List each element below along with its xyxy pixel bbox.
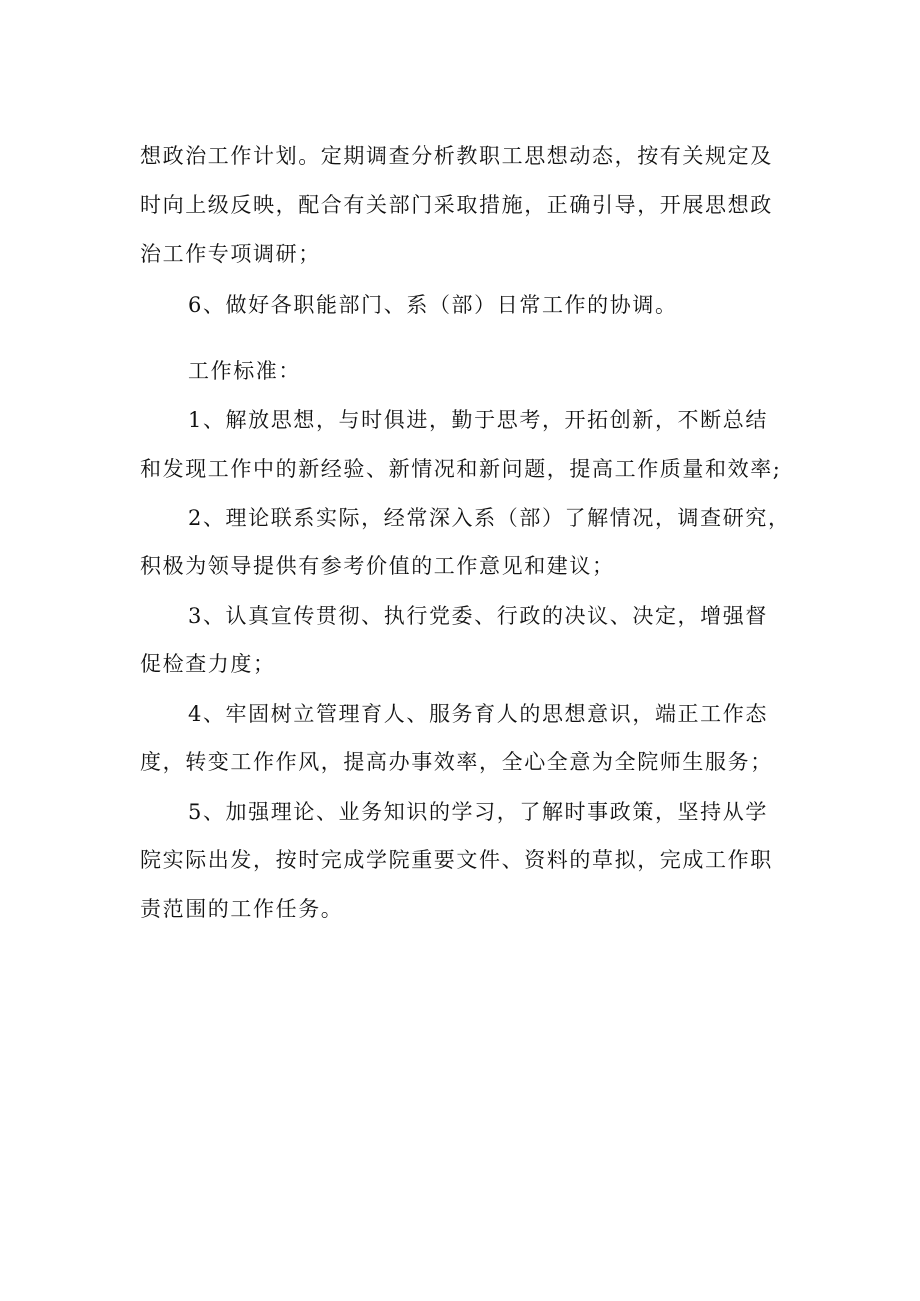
text-line: 促检查力度； xyxy=(140,652,276,676)
list-item-1: 1、解放思想，与时俱进，勤于思考，开拓创新，不断总结 xyxy=(188,408,768,432)
text-line: 治工作专项调研； xyxy=(140,242,321,266)
list-item-6: 6、做好各职能部门、系（部）日常工作的协调。 xyxy=(188,293,678,317)
text-line: 和发现工作中的新经验、新情况和新问题，提高工作质量和效率; xyxy=(140,457,782,481)
list-item-3: 3、认真宣传贯彻、执行党委、行政的决议、决定，增强督 xyxy=(188,604,768,628)
text-line: 时向上级反映，配合有关部门采取措施，正确引导，开展思想政 xyxy=(140,193,773,217)
list-item-5: 5、加强理论、业务知识的学习，了解时事政策，坚持从学 xyxy=(188,800,768,824)
text-line: 责范围的工作任务。 xyxy=(140,897,344,921)
section-heading: 工作标准： xyxy=(188,359,301,383)
list-item-2: 2、理论联系实际，经常深入系（部）了解情况，调查研究， xyxy=(188,506,791,530)
list-item-4: 4、牢固树立管理育人、服务育人的思想意识，端正工作态 xyxy=(188,702,768,726)
text-line: 想政治工作计划。定期调查分析教职工思想动态，按有关规定及 xyxy=(140,144,773,168)
text-line: 度，转变工作作风，提高办事效率，全心全意为全院师生服务； xyxy=(140,750,773,774)
text-line: 院实际出发，按时完成学院重要文件、资料的草拟，完成工作职 xyxy=(140,848,773,872)
text-line: 积极为领导提供有参考价值的工作意见和建议； xyxy=(140,554,615,578)
